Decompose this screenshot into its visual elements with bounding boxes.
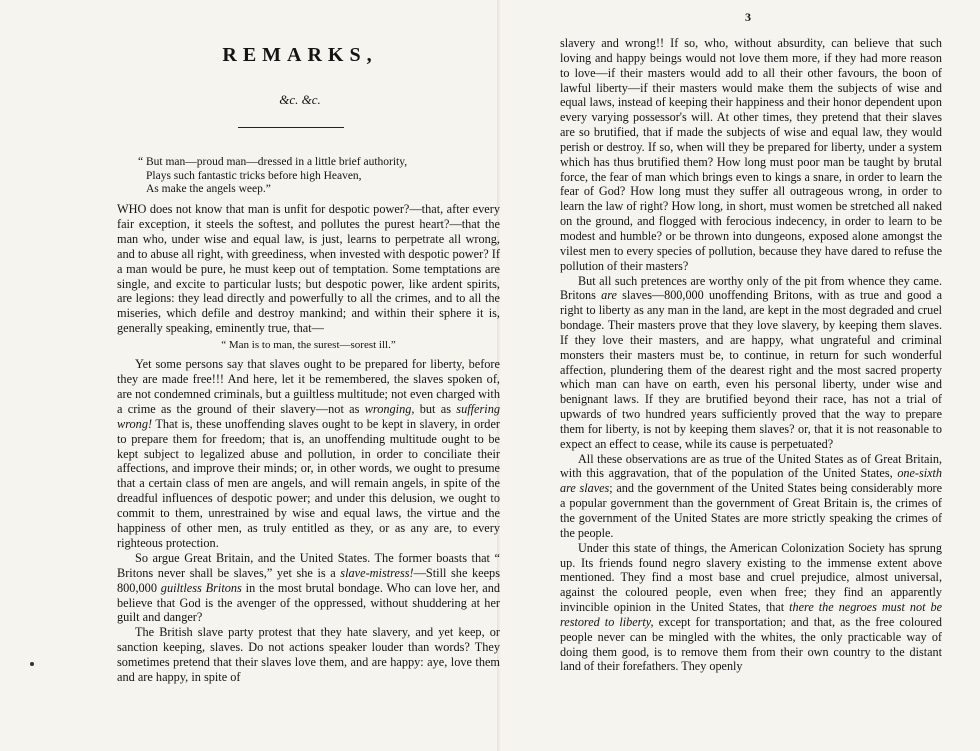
text-run: That is, these unoffending slaves ought to be kept in slavery, in order to prepare them for freedom; that is, an unoffending multitude ought to be kept subject to legalized abuse and pollution, in order to conciliate their affections, and improve their minds; or, in other words, we ought to presume that a certain class of men are angels, and will remain angels, in spite of the dreadful influences of despotic power; and under this delusion, we ought to commit to them, unrestrained by wise and equal laws, the virtue and the happiness of other men, as truly entitled as they, or as any are, to every righteous protection. — [117, 416, 500, 550]
emphasis: are — [601, 288, 617, 303]
inline-quote: “ Man is to man, the surest—sorest ill.” — [221, 339, 396, 352]
text-run: Yet some persons say that slaves ought to be prepared for liberty, before they are made free!!! And here, let it be remembered, the slaves spoken of, are not condemned criminals, but a guiltless multitude; not even charged with a crime as the ground of their slavery—not as — [117, 357, 500, 416]
text-run: But all such pretences are worthy only of the pit from whence they came. Britons — [560, 273, 942, 303]
text-run: Under this state of things, the American Colonization Society has sprung up. Its friends found negro slavery existing to the immense extent above mentioned. They find a most base and cruel prejudice, almost universal, against the coloured people, even when free; they find an apparently invincible opinion in the United States, that — [560, 540, 942, 615]
paragraph — [560, 452, 942, 541]
left-body-text — [117, 202, 500, 685]
emphasis: guiltless Britons — [160, 580, 242, 595]
emphasis: slave-mistress! — [340, 565, 414, 580]
epigraph-line: As make the angels weep.” — [146, 183, 271, 195]
page-title: REMARKS, — [222, 44, 378, 66]
emphasis: one-sixth are slaves — [560, 466, 942, 496]
text-run: except for transportation; and that, as the free coloured people never can be mingled with the whites, the only practicable way of doing them good, is to remove them from their own country to the distant land of their forefathers. They openly — [560, 614, 942, 674]
epigraph — [138, 156, 478, 197]
paragraph — [560, 274, 942, 452]
page-subtitle: &c. &c. — [279, 92, 321, 107]
title-rule — [238, 127, 344, 128]
epigraph-line: Plays such fantastic tricks before high Heaven, — [146, 169, 362, 182]
right-body-text — [560, 36, 942, 674]
text-run: but as — [414, 401, 457, 416]
paragraph — [560, 541, 942, 675]
text-run: So argue Great Britain, and the United States. The former boasts that “ Britons never shall be slaves,” yet she is a — [117, 550, 500, 580]
page-number: 3 — [745, 10, 751, 24]
epigraph-line: “ But man—proud man—dressed in a little brief authority, — [138, 156, 408, 168]
text-run: All these observations are as true of the United States as of Great Britain, with this aggravation, that of the population of the United States, — [560, 451, 942, 481]
paragraph: WHO does not know that man is unfit for despotic power?—that, after every fair exception, it steels the softest, and pollutes the purest heart?—that the man who, under wise and equal law, is just, learns to perpetrate all wrong, and to abuse all right, with greediness, when invested with despotic power? If a man would be pure, he must keep out of temptation. Some temptations are single, and excite to particular lusts; but despotic power, like ardent spirits, are legions: they lead directly and powerfully to all the crimes, and to all the miseries, which defile and destroy mankind; and within their sphere it is, generally speaking, eminently true, that— — [117, 202, 500, 336]
text-run: ; and the government of the United States being considerably more a popular government than the government of Great Britain is, the crimes of the government of the United States are more strictly speaking the crimes of the people. — [560, 481, 943, 540]
ink-spot — [30, 662, 34, 666]
text-run: in the most brutal bondage. Who can love her, and believe that God is the avenger of the oppressed, without shuddering at her guilt and danger? — [117, 580, 500, 625]
paragraph: slavery and wrong!! If so, who, without absurdity, can believe that such loving and happy beings would not love them more, if they had more reason to love—if their masters would add to all their other favours, the boon of lawful liberty—if their masters would make them the subjects of wise and equal laws, instead of keeping their happiness and their honor dependent upon every varying possessor's will. At other times, they pretend that their slaves are so brutified, that if made the subjects of wise and equal law, they would perish or destroy. If so, when will they be prepared for liberty, under a system which has thus brutified them? How long must poor man be taught by brutal force, the fear of man which brings even to kings a snare, in order to learn the fear of God? How long must they suffer all outrageous wrong, in order to learn the law of right? How long, in short, must women be stretched all naked on the ground, and flogged with ferocious indecency, in order to learn to be modest and humble? or be thrown into dungeons, exposed alone amongst the vilest men to every species of pollution, because they have dared to refuse the pollution of their masters? — [560, 36, 942, 273]
text-run: —Still she keeps 800,000 — [117, 565, 500, 595]
emphasis: wronging, — [364, 401, 415, 416]
text-run: slaves—800,000 unoffending Britons, with as true and good a right to liberty as any man in the land, are kept in the most degraded and cruel bondage. Their masters prove that they love slavery, by keeping them slaves. If they love their masters, and are happy, what ungrateful and criminal monsters their masters must be, to continue, in return for such wonderful affection, plundering them of the dearest right and the most sacred property which man can have on earth, even his personal liberty, under wise and benignant laws. If they are brutified beyond their race, has not a trial of upwards of two hundred years sufficiently proved that the way to prepare them for liberty, is not by keeping them slaves? or, that it is not reasonable to expect an effect to cease, while its cause is perpetuated? — [560, 288, 943, 451]
paragraph — [117, 551, 500, 626]
emphasis: suffering wrong! — [117, 401, 501, 431]
emphasis: there the negroes must not be restored to liberty, — [560, 600, 943, 629]
paragraph — [117, 357, 500, 551]
paragraph: The British slave party protest that they hate slavery, and yet keep, or sanction keeping, slaves. Do not actions speaker louder than words? They sometimes pretend that their slaves love them, and are happy: aye, love them and are happy, in spite of — [117, 625, 500, 685]
